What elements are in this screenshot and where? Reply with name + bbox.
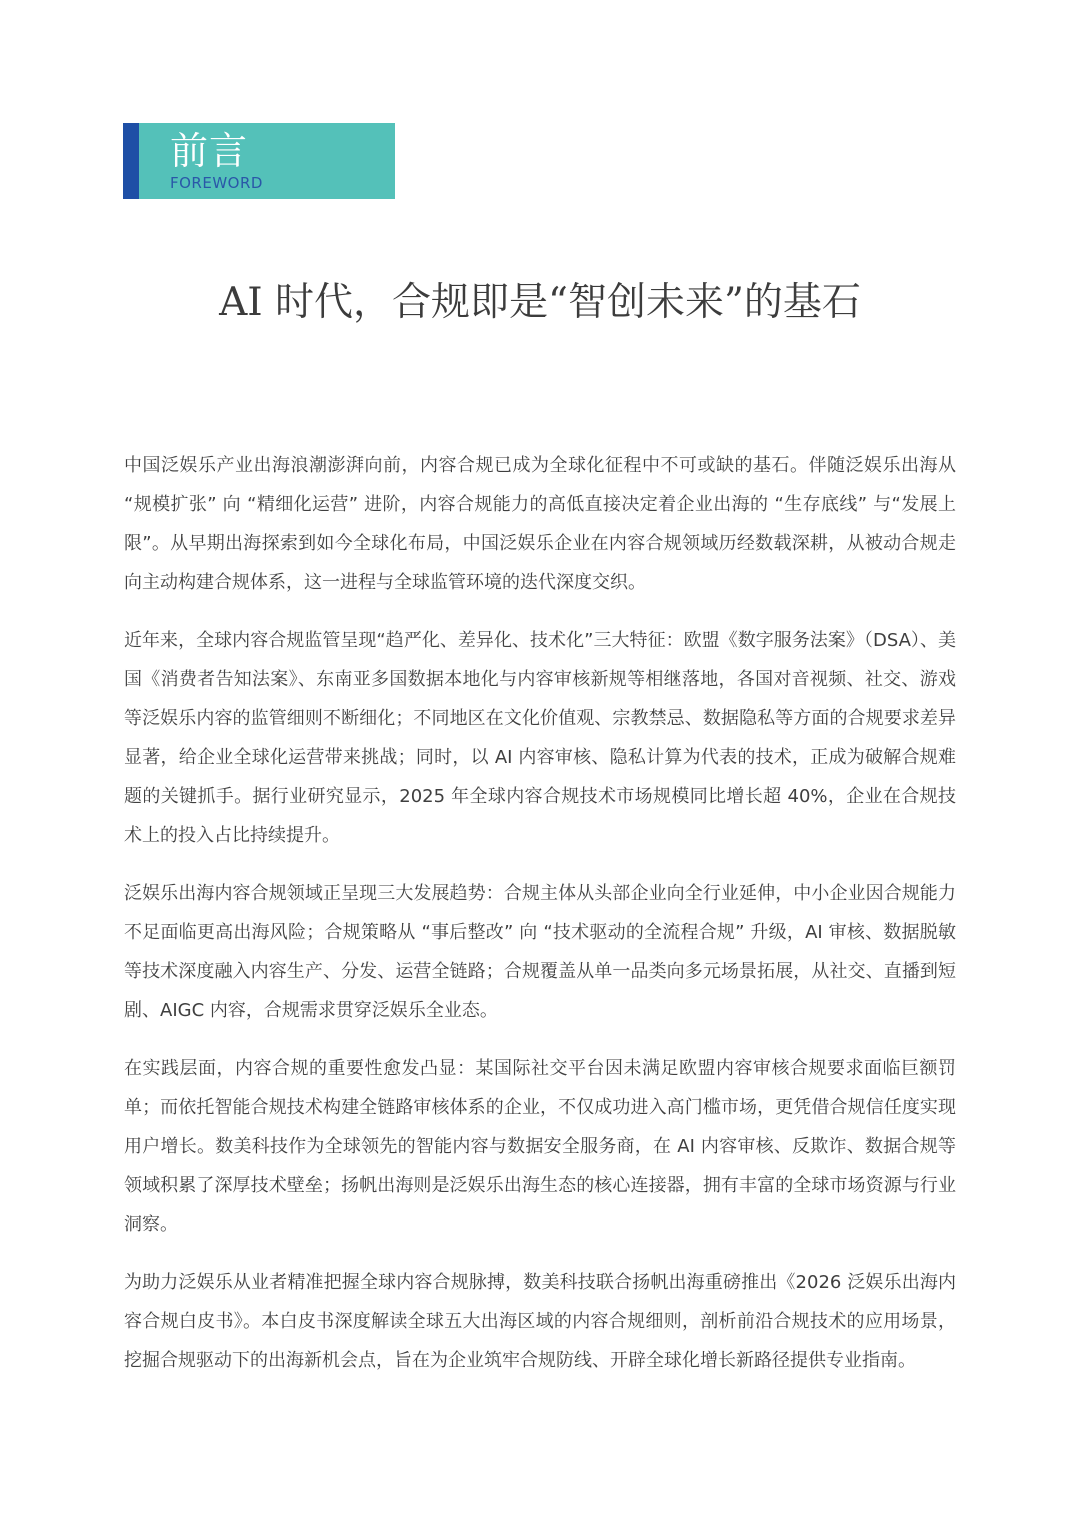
paragraph-3: 泛娱乐出海内容合规领域正呈现三大发展趋势：合规主体从头部企业向全行业延伸，中小企业因合规能力不足面临更高出海风险；合规策略从 “事后整改” 向 “技术驱动的全流程合规” 升级，AI 审核、数据脱敏等技术深度融入内容生产、分发、运营全链路；合规覆盖从单一品类向多元场景拓展，从社交、直播到短剧、AIGC 内容，合规需求贯穿泛娱乐全业态。 [124,883,956,1021]
body-text [124,446,956,1399]
paragraph-5: 为助力泛娱乐从业者精准把握全球内容合规脉搏，数美科技联合扬帆出海重磅推出《2026 泛娱乐出海内容合规白皮书》。本白皮书深度解读全球五大出海区域的内容合规细则，剖析前沿合规技术的应用场景，挖掘合规驱动下的出海新机会点，旨在为企业筑牢合规防线、开辟全球化增长新路径提供专业指南。 [124,1272,956,1371]
section-title-cn: 前言 [170,129,249,173]
badge-accent-stripe [123,123,139,199]
paragraph-4: 在实践层面，内容合规的重要性愈发凸显：某国际社交平台因未满足欧盟内容审核合规要求面临巨额罚单；而依托智能合规技术构建全链路审核体系的企业，不仅成功进入高门槛市场，更凭借合规信任度实现用户增长。数美科技作为全球领先的智能内容与数据安全服务商，在 AI 内容审核、反欺诈、数据合规等领域积累了深厚技术壁垒；扬帆出海则是泛娱乐出海生态的核心连接器，拥有丰富的全球市场资源与行业洞察。 [124,1058,956,1235]
section-title-en: FOREWORD [170,174,263,192]
paragraph-2: 近年来，全球内容合规监管呈现“趋严化、差异化、技术化”三大特征：欧盟《数字服务法案》（DSA）、美国《消费者告知法案》、东南亚多国数据本地化与内容审核新规等相继落地，各国对音视频、社交、游戏等泛娱乐内容的监管细则不断细化；不同地区在文化价值观、宗教禁忌、数据隐私等方面的合规要求差异显著，给企业全球化运营带来挑战；同时，以 AI 内容审核、隐私计算为代表的技术，正成为破解合规难题的关键抓手。据行业研究显示，2025 年全球内容合规技术市场规模同比增长超 40%，企业在合规技术上的投入占比持续提升。 [124,630,956,846]
page-title: AI 时代，合规即是“智创未来”的基石 [219,280,861,325]
paragraph-1: 中国泛娱乐产业出海浪潮澎湃向前，内容合规已成为全球化征程中不可或缺的基石。伴随泛娱乐出海从 “规模扩张” 向 “精细化运营” 进阶，内容合规能力的高低直接决定着企业出海的 “生存底线” 与“发展上限”。从早期出海探索到如今全球化布局，中国泛娱乐企业在内容合规领域历经数载深耕，从被动合规走向主动构建合规体系，这一进程与全球监管环境的迭代深度交织。 [124,455,956,593]
section-header-badge [123,123,395,199]
